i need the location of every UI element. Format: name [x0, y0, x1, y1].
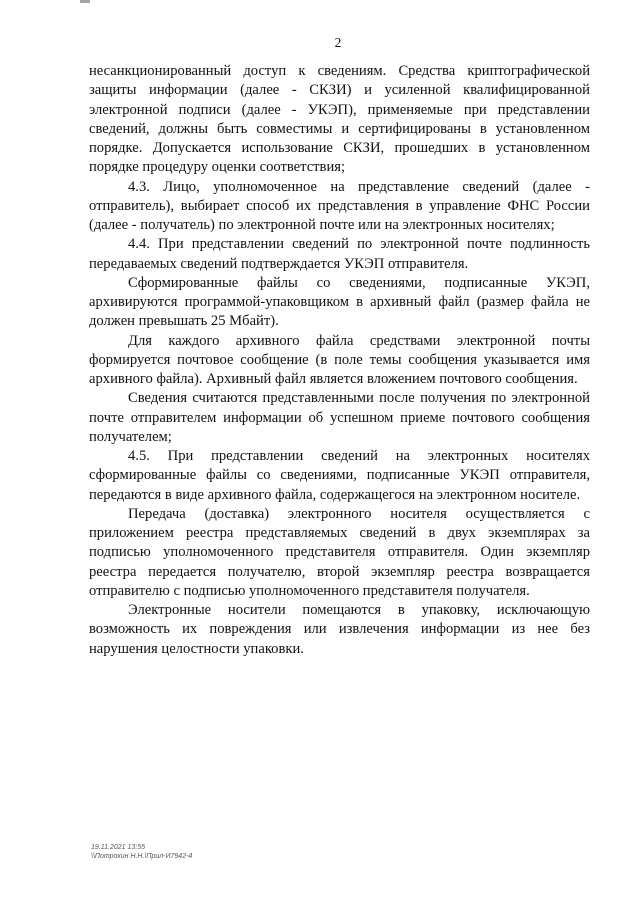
- paragraph-packaging: Электронные носители помещаются в упаковку, исключающую возможность их повреждения или извлечения информации из нее без нарушения целостности упаковки.: [89, 602, 590, 657]
- paragraph-email-message: Для каждого архивного файла средствами электронной почты формируется почтовое сообщение (в поле темы сообщения указывается имя архивного файла). Архивный файл является вложением почтового сообщения.: [89, 332, 590, 387]
- footer-timestamp: 19.11.2021 13:55: [91, 844, 145, 851]
- document-body: [89, 62, 590, 659]
- paragraph-archive: Сформированные файлы со сведениями, подписанные УКЭП, архивируются программой-упаковщиком в архивный файл (размер файла не должен превышать 25 Мбайт).: [89, 274, 590, 330]
- footer-stamp: [91, 843, 192, 861]
- scan-artifact: [80, 0, 90, 3]
- paragraph-4-4: 4.4. При представлении сведений по электронной почте подлинность передаваемых сведений подтверждается УКЭП отправителя.: [89, 236, 590, 272]
- page-number: 2: [334, 35, 342, 50]
- paragraph-receipt: Сведения считаются представленными после получения по электронной почте отправителем информации об успешном приеме почтового сообщения получателем;: [89, 390, 590, 445]
- paragraph-continuation: несанкционированный доступ к сведениям. Средства криптографической защиты информации (далее - СКЗИ) и усиленной квалифицированной электронной подписи (далее - УКЭП), применяемые при представлении сведений, должны быть совместимы и сертифицированы в установленном порядке. Допускается использование СКЗИ, прошедших в установленном порядке процедуру оценки соответствия;: [89, 63, 590, 176]
- paragraph-4-3: 4.3. Лицо, уполномоченное на представление сведений (далее - отправитель), выбирает способ их представления в управление ФНС России (далее - получатель) по электронной почте или на электронных носителях;: [89, 178, 590, 233]
- paragraph-delivery: Передача (доставка) электронного носителя осуществляется с приложением реестра представляемых сведений в двух экземплярах за подписью уполномоченного представителя отправителя. Один экземпляр реестра передается получателю, второй экземпляр реестра возвращается отправителю с подписью уполномоченного представителя получателя.: [89, 505, 590, 599]
- footer-file-path: \\Потрохин Н.Н.\Прил-И7942-4: [91, 853, 193, 860]
- paragraph-4-5: 4.5. При представлении сведений на электронных носителях сформированные файлы со сведениями, подписанные УКЭП отправителя, передаются в виде архивного файла, содержащегося на электронном носителе.: [89, 448, 590, 503]
